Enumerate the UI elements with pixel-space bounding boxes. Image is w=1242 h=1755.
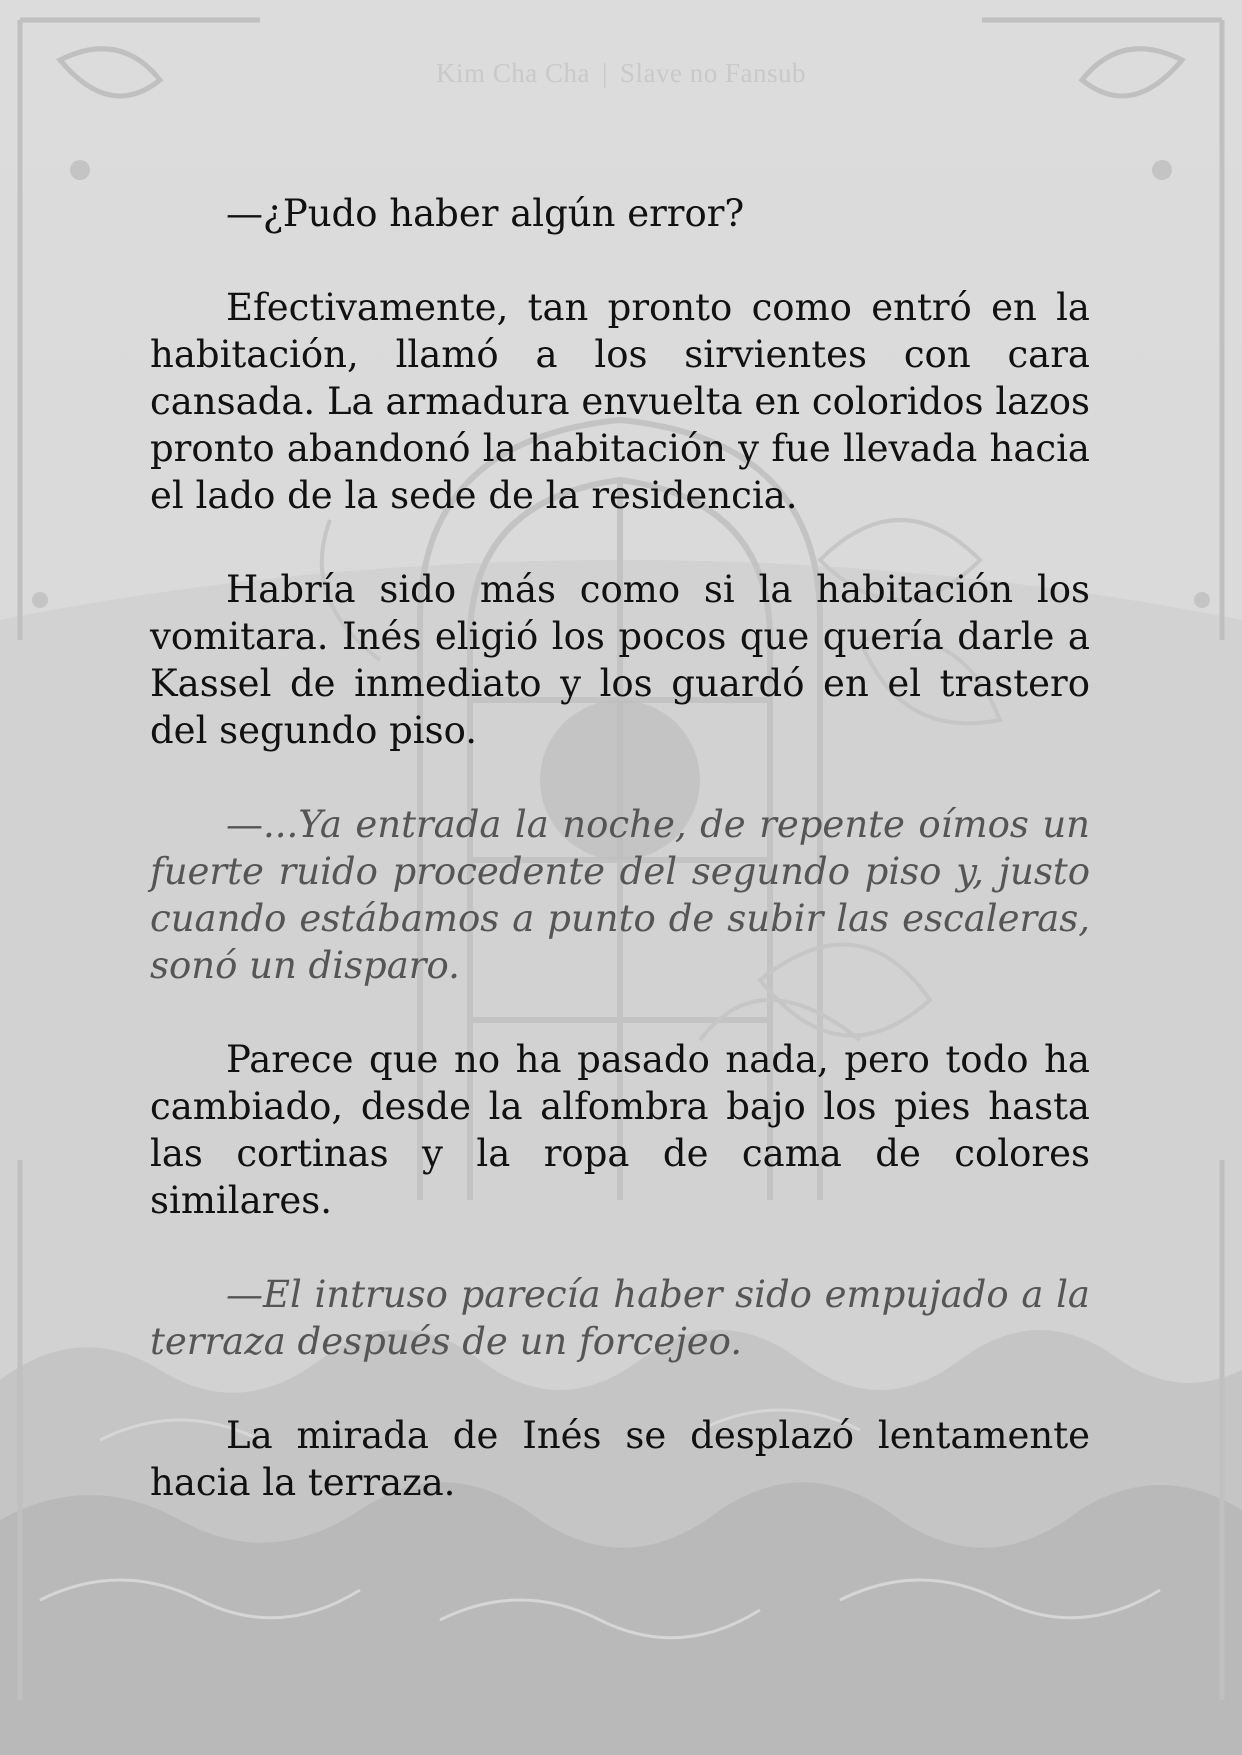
header-separator: | bbox=[602, 58, 608, 88]
header-left: Kim Cha Cha bbox=[436, 58, 591, 88]
paragraph: —¿Pudo haber algún error? bbox=[226, 192, 745, 235]
page-header bbox=[0, 58, 1242, 89]
paragraph-italic: —...Ya entrada la noche, de repente oímos un fuerte ruido procedente del segundo piso y, justo cuando estábamos a punto de subir las escaleras, sonó un disparo. bbox=[150, 803, 1090, 987]
paragraph: Parece que no ha pasado nada, pero todo ha cambiado, desde la alfombra bajo los pies hasta las cortinas y la ropa de cama de colores similares. bbox=[150, 1038, 1090, 1222]
body-text bbox=[150, 190, 1090, 1506]
paragraph: Efectivamente, tan pronto como entró en la habitación, llamó a los sirvientes con cara cansada. La armadura envuelta en coloridos lazos pronto abandonó la habitación y fue llevada hacia el lado de la sede de la residencia. bbox=[150, 286, 1090, 517]
paragraph-italic: —El intruso parecía haber sido empujado a la terraza después de un forcejeo. bbox=[150, 1273, 1090, 1363]
header-right: Slave no Fansub bbox=[619, 58, 806, 88]
paragraph: Habría sido más como si la habitación los vomitara. Inés eligió los pocos que quería darle a Kassel de inmediato y los guardó en el trastero del segundo piso. bbox=[150, 568, 1090, 752]
paragraph: La mirada de Inés se desplazó lentamente hacia la terraza. bbox=[150, 1414, 1090, 1504]
